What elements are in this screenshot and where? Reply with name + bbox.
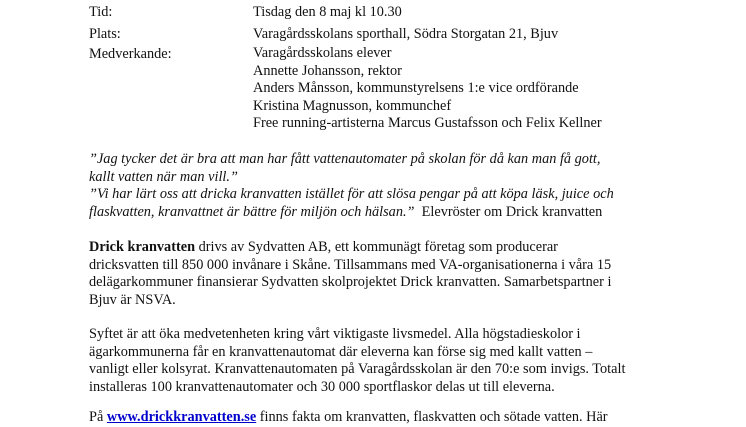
plats-value: Varagårdsskolans sporthall, Södra Storgatan 21, Bjuv [253,26,559,42]
brand-name: Drick kranvatten [89,239,196,255]
quote-attribution: Elevröster om Drick kranvatten [421,203,603,220]
quote-2-text: flaskvatten, kranvattnet är bättre för miljön och hälsan.” [89,203,415,220]
quote-1-line-2: kallt vatten när man vill.” [89,168,238,185]
list-item: Free running-artisterna Marcus Gustafsson och Felix Kellner [253,115,602,131]
paragraph-line: ägarkommunerna får en kranvattenautomat där eleverna kan förse sig med kallt vatten – [89,343,593,360]
medverkande-label: Medverkande: [89,46,172,62]
paragraph-3-rest: finns fakta om kranvatten, flaskvatten och sötade vatten. Här [256,409,608,425]
website-link[interactable]: www.drickkranvatten.se [106,409,257,425]
list-item: Annette Johansson, rektor [253,62,402,79]
quotes-block [89,151,729,221]
medverkande-list [253,45,602,133]
list-item: Varagårdsskolans elever [253,45,392,61]
paragraph-3-prefix: På [89,409,107,425]
quote-2-line-2 [89,204,729,222]
paragraph-line: Syftet är att öka medvetenheten kring vårt viktigaste livsmedel. Alla högstadieskolor i [89,326,581,342]
list-item: Anders Månsson, kommunstyrelsens 1:e vice ordförande [253,80,579,96]
paragraph-3-cut-line [89,409,608,427]
paragraph-line [89,239,729,257]
quote-2-line-1: ”Vi har lärt oss att dricka kranvatten istället för att slösa pengar på att köpa läsk, juice och [89,186,614,202]
paragraph-line: installeras 100 kranvattenautomater och 30 000 sportflaskor delas ut till eleverna. [89,378,555,395]
plats-label: Plats: [89,26,121,42]
paragraph-line: Bjuv är NSVA. [89,291,176,308]
paragraph-line: vanligt eller kolsyrat. Kranvattenautomaten på Varagårdsskolan är den 70:e som invigs. Totalt [89,361,626,377]
paragraph-2 [89,326,729,396]
paragraph-line: dricksvatten till 850 000 invånare i Skåne. Tillsammans med VA-organisationerna i våra 15 [89,256,612,273]
tid-value: Tisdag den 8 maj kl 10.30 [253,4,402,20]
paragraph-1 [89,239,729,309]
list-item: Kristina Magnusson, kommunchef [253,97,452,114]
paragraph-1-line-1-rest: drivs av Sydvatten AB, ett kommunägt företag som producerar [195,239,558,255]
quote-1-line-1: ”Jag tycker det är bra att man har fått vattenautomater på skolan för då kan man få gott, [89,151,601,167]
paragraph-line: delägarkommuner finansierar Sydvatten skolprojektet Drick kranvatten. Samarbetspartner i [89,274,612,290]
tid-label: Tid: [89,4,113,20]
